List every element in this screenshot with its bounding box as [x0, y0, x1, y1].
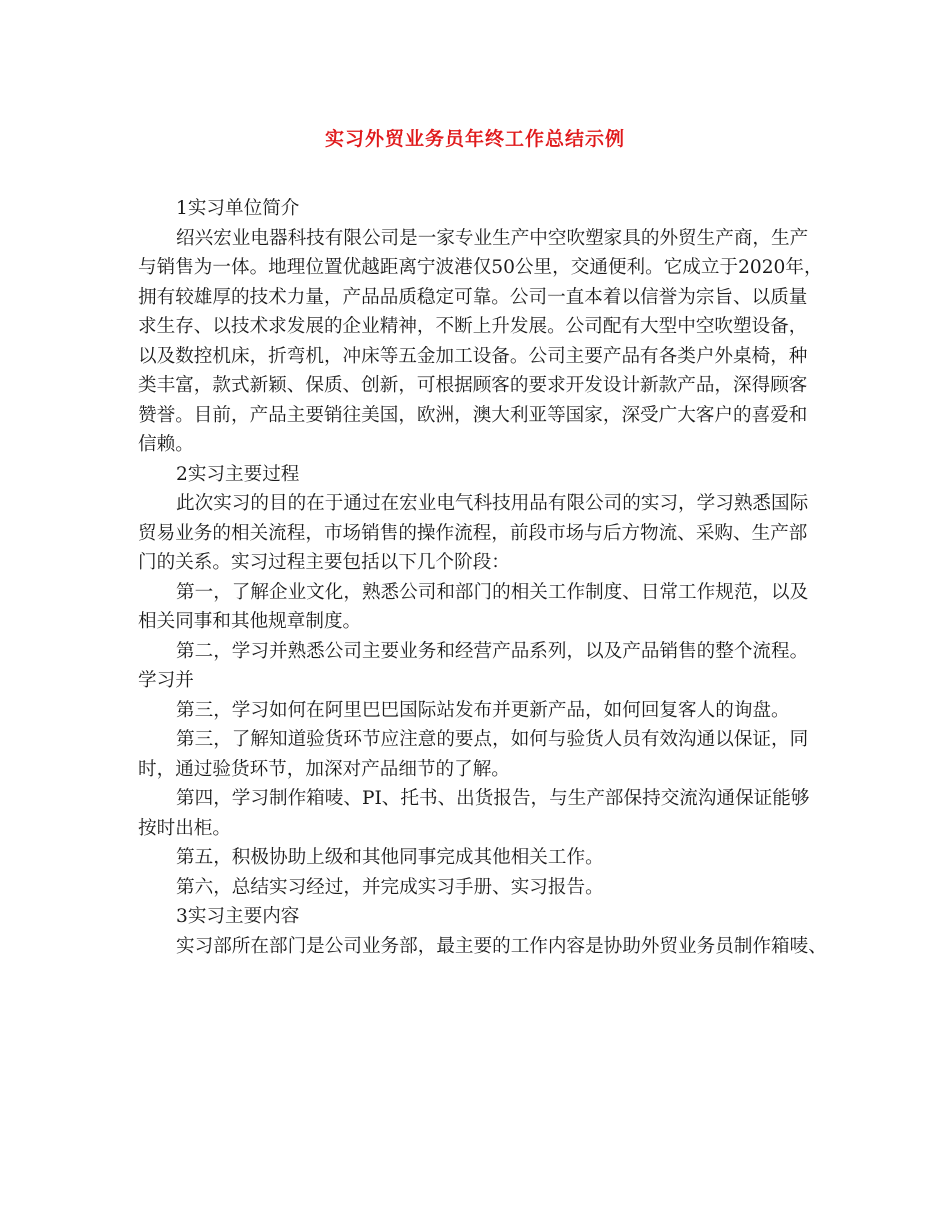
paragraph-line: 相关同事和其他规章制度。: [138, 611, 362, 632]
document-title: 实习外贸业务员年终工作总结示例: [324, 128, 625, 150]
paragraph-line: 第六，总结实习经过，并完成实习手册、实习报告。: [176, 876, 604, 898]
section-heading-2: 2实习主要过程: [176, 463, 300, 485]
paragraph-line: 学习并: [138, 670, 194, 691]
paragraph-line: 按时出柜。: [138, 817, 231, 839]
paragraph-line: 第三，学习如何在阿里巴巴国际站发布并更新产品，如何回复客人的询盘。: [176, 699, 790, 721]
paragraph-line: 第五，积极协助上级和其他同事完成其他相关工作。: [176, 847, 604, 868]
paragraph-line: 实习部所在部门是公司业务部，最主要的工作内容是协助外贸业务员制作箱唛、: [176, 935, 827, 957]
paragraph-line: 贸易业务的相关流程，市场销售的操作流程，前段市场与后方物流、采购、生产部: [138, 522, 808, 544]
paragraph-line: 与销售为一体。地理位置优越距离宁波港仅50公里，交通便利。它成立于2020年，: [138, 257, 823, 278]
paragraph-line: 门的关系。实习过程主要包括以下几个阶段：: [138, 552, 510, 573]
paragraph-line: 时，通过验货环节，加深对产品细节的了解。: [138, 758, 510, 780]
paragraph-line: 第二，学习并熟悉公司主要业务和经营产品系列，以及产品销售的整个流程。: [176, 640, 809, 662]
paragraph-line: 求生存、以技术求发展的企业精神，不断上升发展。公司配有大型中空吹塑设备，: [138, 316, 808, 337]
paragraph-line: 类丰富，款式新颖、保质、创新，可根据顾客的要求开发设计新款产品，深得顾客: [138, 375, 808, 396]
paragraph-line: 信赖。: [138, 434, 194, 455]
paragraph-line: 赞誉。目前，产品主要销往美国，欧洲，澳大利亚等国家，深受广大客户的喜爱和: [138, 404, 808, 426]
paragraph-line: 拥有较雄厚的技术力量，产品品质稳定可靠。公司一直本着以信誉为宗旨、以质量: [138, 286, 808, 308]
document-body: [138, 194, 827, 961]
section-heading-1: 1实习单位简介: [176, 198, 300, 219]
paragraph-line: 此次实习的目的在于通过在宏业电气科技用品有限公司的实习，学习熟悉国际: [176, 493, 809, 514]
paragraph-line: 以及数控机床，折弯机，冲床等五金加工设备。公司主要产品有各类户外桌椅，种: [138, 345, 808, 367]
paragraph-line: 第三，了解知道验货环节应注意的要点，如何与验货人员有效沟通以保证，同: [176, 729, 809, 750]
section-heading-3: 3实习主要内容: [176, 906, 300, 927]
paragraph-line: 绍兴宏业电器科技有限公司是一家专业生产中空吹塑家具的外贸生产商，生产: [176, 227, 809, 249]
paragraph-line: 第一，了解企业文化，熟悉公司和部门的相关工作制度、日常工作规范，以及: [176, 581, 809, 603]
paragraph-line: 第四，学习制作箱唛、PI、托书、出货报告，与生产部保持交流沟通保证能够: [176, 788, 810, 809]
